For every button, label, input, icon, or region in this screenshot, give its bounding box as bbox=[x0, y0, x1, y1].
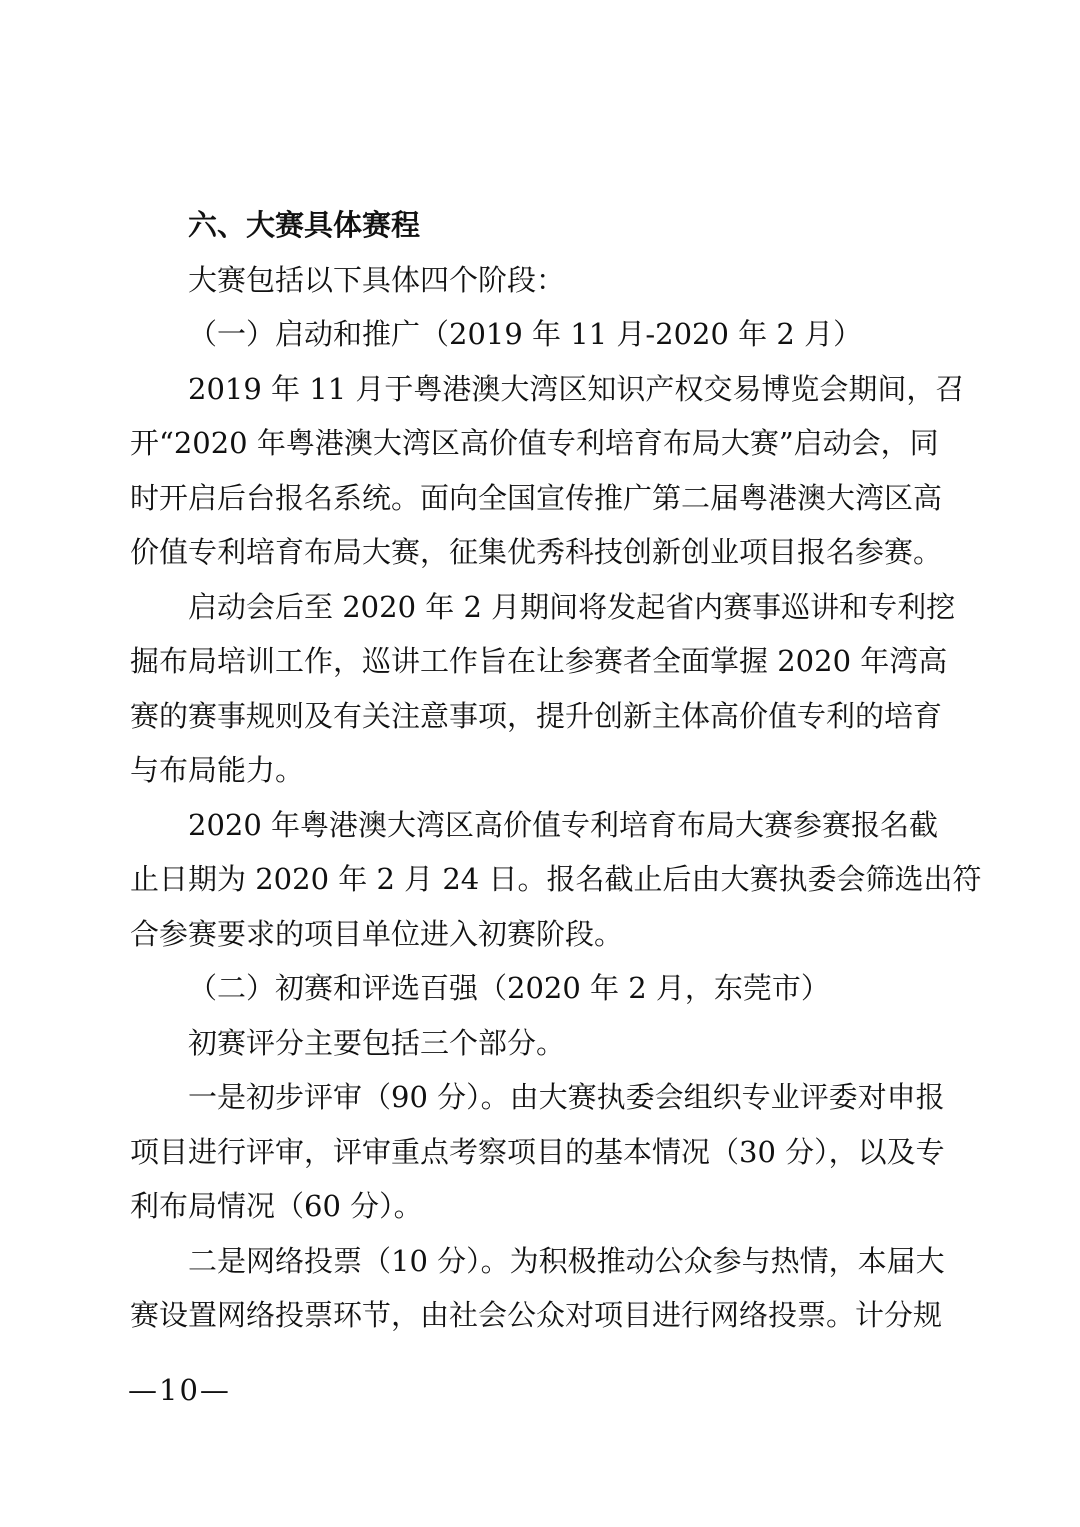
paragraph-line: 合参赛要求的项目单位进入初赛阶段。 bbox=[130, 916, 624, 951]
paragraph-line: 赛的赛事规则及有关注意事项，提升创新主体高价值专利的培育 bbox=[130, 698, 943, 733]
intro-line: 大赛包括以下具体四个阶段： bbox=[188, 262, 566, 297]
paragraph-line: 初赛评分主要包括三个部分。 bbox=[188, 1025, 566, 1060]
paragraph-line: 止日期为 2020 年 2 月 24 日。报名截止后由大赛执委会筛选出符 bbox=[130, 862, 982, 896]
paragraph-line: 掘布局培训工作，巡讲工作旨在让参赛者全面掌握 2020 年湾高 bbox=[130, 644, 948, 678]
paragraph-line: 开“2020 年粤港澳大湾区高价值专利培育布局大赛”启动会，同 bbox=[130, 426, 939, 460]
paragraph-line: 与布局能力。 bbox=[130, 753, 305, 787]
paragraph-line: 2020 年粤港澳大湾区高价值专利培育布局大赛参赛报名截 bbox=[188, 807, 939, 842]
paragraph-line: 时开启后台报名系统。面向全国宣传推广第二届粤港澳大湾区高 bbox=[130, 480, 943, 515]
page-number: —10— bbox=[128, 1373, 231, 1407]
paragraph-line: 利布局情况（60 分）。 bbox=[130, 1189, 423, 1223]
paragraph-line: 价值专利培育布局大赛，征集优秀科技创新创业项目报名参赛。 bbox=[130, 535, 943, 569]
paragraph-line: 一是初步评审（90 分）。由大赛执委会组织专业评委对申报 bbox=[188, 1080, 945, 1114]
document-body bbox=[130, 198, 982, 1343]
subheading-stage-1: （一）启动和推广（2019 年 11 月-2020 年 2 月） bbox=[188, 317, 863, 351]
section-title: 六、大赛具体赛程 bbox=[188, 208, 421, 242]
paragraph-line: 项目进行评审，评审重点考察项目的基本情况（30 分），以及专 bbox=[130, 1134, 945, 1169]
paragraph-line: 启动会后至 2020 年 2 月期间将发起省内赛事巡讲和专利挖 bbox=[188, 589, 956, 624]
paragraph-line: 赛设置网络投票环节，由社会公众对项目进行网络投票。计分规 bbox=[130, 1298, 943, 1332]
paragraph-line: 二是网络投票（10 分）。为积极推动公众参与热情，本届大 bbox=[188, 1243, 945, 1278]
subheading-stage-2: （二）初赛和评选百强（2020 年 2 月，东莞市） bbox=[188, 971, 830, 1005]
paragraph-line: 2019 年 11 月于粤港澳大湾区知识产权交易博览会期间，召 bbox=[188, 371, 965, 406]
